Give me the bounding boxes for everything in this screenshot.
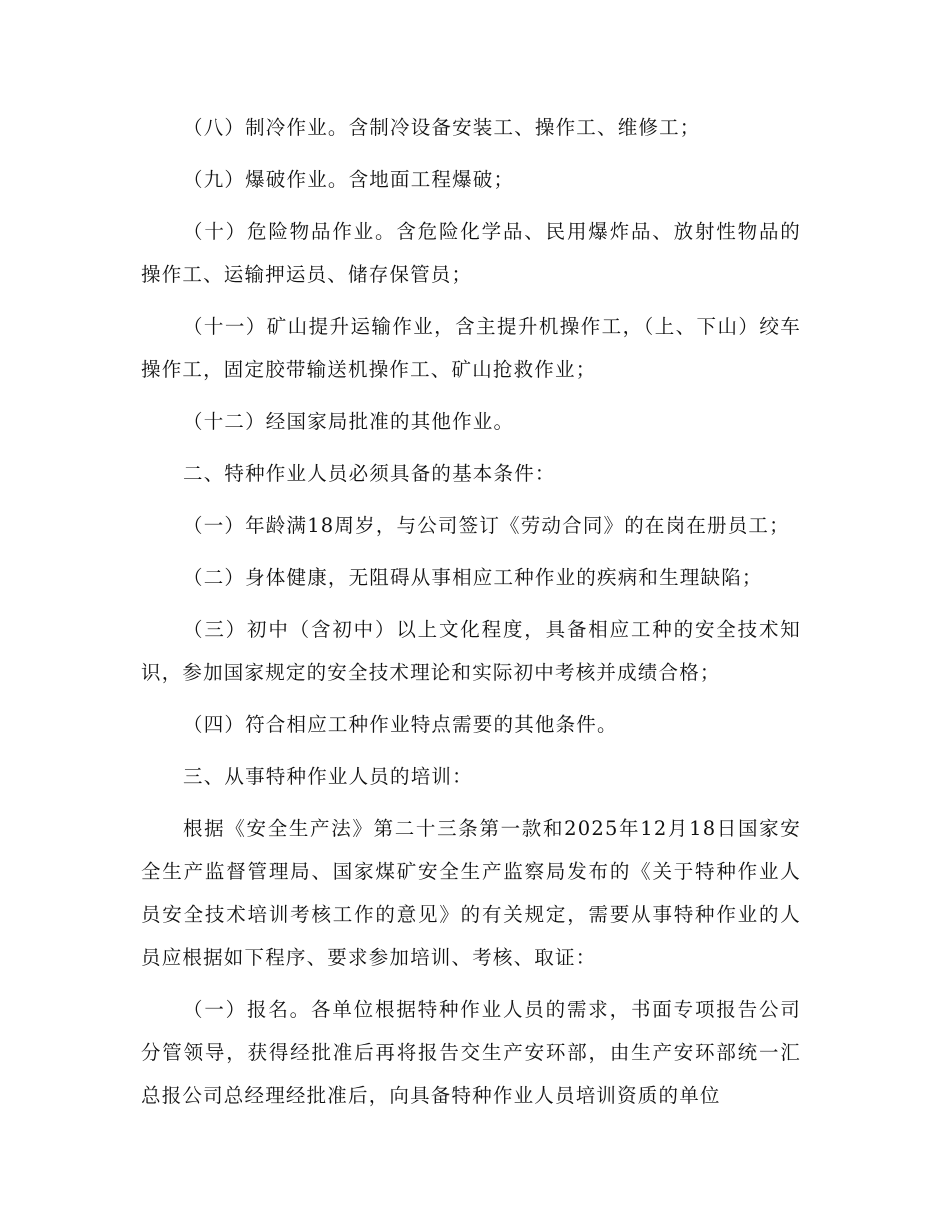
paragraph-hazardous-goods: （十）危险物品作业。含危险化学品、民用爆炸品、放射性物品的操作工、运输押运员、储存保管员；	[141, 220, 801, 286]
document-body	[141, 106, 801, 1126]
section-heading-basic-conditions: 二、特种作业人员必须具备的基本条件：	[183, 462, 556, 485]
paragraph-education-requirement: （三）初中（含初中）以上文化程度，具备相应工种的安全技术知识，参加国家规定的安全技术理论和实际初中考核并成绩合格；	[141, 618, 801, 684]
paragraph-registration: （一）报名。各单位根据特种作业人员的需求，书面专项报告公司分管领导，获得经批准后再将报告交生产安环部，由生产安环部统一汇总报公司总经理经批准后，向具备特种作业人员培训资质的单位	[141, 998, 801, 1107]
paragraph-legal-basis: 根据《安全生产法》第二十三条第一款和2025年12月18日国家安全生产监督管理局、国家煤矿安全生产监察局发布的《关于特种作业人员安全技术培训考核工作的意见》的有关规定，需要从事特种作业的人员应根据如下程序、要求参加培训、考核、取证：	[141, 817, 801, 969]
section-heading-training: 三、从事特种作业人员的培训：	[183, 765, 473, 788]
paragraph-age-requirement: （一）年龄满18周岁，与公司签订《劳动合同》的在岗在册员工；	[183, 514, 790, 537]
paragraph-refrigeration: （八）制冷作业。含制冷设备安装工、操作工、维修工；	[183, 116, 701, 139]
paragraph-health-requirement: （二）身体健康，无阻碍从事相应工种作业的疾病和生理缺陷；	[183, 566, 763, 589]
paragraph-other-operations: （十二）经国家局批准的其他作业。	[183, 410, 515, 433]
paragraph-blasting: （九）爆破作业。含地面工程爆破；	[183, 168, 515, 191]
paragraph-mine-hoisting: （十一）矿山提升运输作业，含主提升机操作工，（上、下山）绞车 操作工，固定胶带输送机操作工、矿山抢救作业；	[141, 315, 801, 381]
paragraph-other-conditions: （四）符合相应工种作业特点需要的其他条件。	[183, 713, 618, 736]
